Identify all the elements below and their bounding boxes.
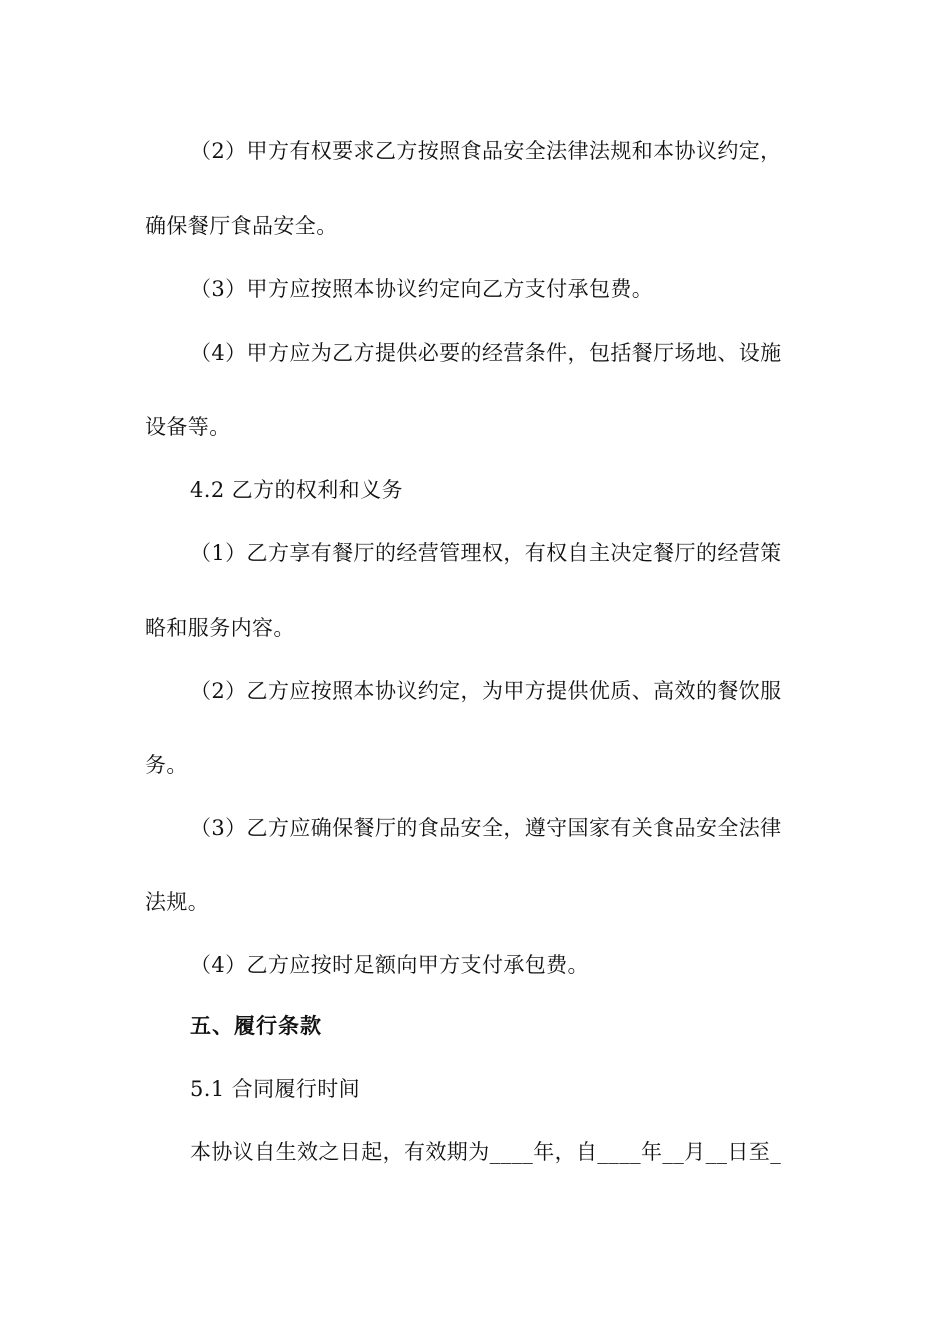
paragraph-line: 略和服务内容。 bbox=[145, 616, 295, 640]
paragraph-line: （1）乙方享有餐厅的经营管理权，有权自主决定餐厅的经营策 bbox=[190, 541, 782, 565]
paragraph-line: 法规。 bbox=[145, 890, 210, 914]
paragraph-line: （4）甲方应为乙方提供必要的经营条件，包括餐厅场地、设施 bbox=[190, 341, 782, 365]
paragraph-line: （4）乙方应按时足额向甲方支付承包费。 bbox=[190, 953, 589, 977]
paragraph-line: （3）乙方应确保餐厅的食品安全，遵守国家有关食品安全法律 bbox=[190, 816, 782, 840]
paragraph-line: 务。 bbox=[145, 753, 188, 777]
paragraph-line: （2）乙方应按照本协议约定，为甲方提供优质、高效的餐饮服 bbox=[190, 679, 782, 703]
paragraph-line: （3）甲方应按照本协议约定向乙方支付承包费。 bbox=[190, 277, 654, 301]
paragraph-line: 确保餐厅食品安全。 bbox=[145, 214, 338, 238]
section-subheading: 4.2 乙方的权利和义务 bbox=[190, 478, 403, 502]
paragraph-line: 本协议自生效之日起，有效期为____年，自____年__月__日至_ bbox=[190, 1140, 782, 1164]
section-heading: 五、履行条款 bbox=[190, 1013, 322, 1038]
paragraph-line: 设备等。 bbox=[145, 415, 231, 439]
section-subheading: 5.1 合同履行时间 bbox=[190, 1077, 361, 1101]
paragraph-line: （2）甲方有权要求乙方按照食品安全法律法规和本协议约定， bbox=[190, 139, 782, 163]
